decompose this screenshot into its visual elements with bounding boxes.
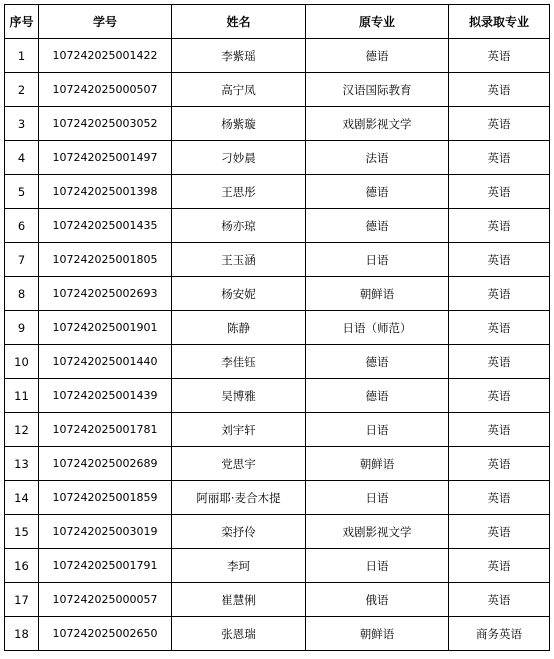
cell-student-id: 107242025001859 xyxy=(39,481,172,515)
cell-student-id: 107242025001439 xyxy=(39,379,172,413)
cell-admitted-major: 英语 xyxy=(449,243,550,277)
cell-name: 王思彤 xyxy=(172,175,306,209)
cell-student-id: 107242025002650 xyxy=(39,617,172,651)
cell-index: 1 xyxy=(5,39,39,73)
cell-admitted-major: 英语 xyxy=(449,549,550,583)
header-index: 序号 xyxy=(5,5,39,39)
cell-admitted-major: 英语 xyxy=(449,311,550,345)
cell-name: 吴博雅 xyxy=(172,379,306,413)
cell-student-id: 107242025001791 xyxy=(39,549,172,583)
cell-original-major: 德语 xyxy=(306,175,449,209)
table-row xyxy=(5,345,550,379)
cell-index: 7 xyxy=(5,243,39,277)
table-row xyxy=(5,311,550,345)
cell-original-major: 戏剧影视文学 xyxy=(306,515,449,549)
table-header-row xyxy=(5,5,550,39)
table-row xyxy=(5,481,550,515)
cell-admitted-major: 英语 xyxy=(449,209,550,243)
cell-admitted-major: 英语 xyxy=(449,413,550,447)
cell-original-major: 汉语国际教育 xyxy=(306,73,449,107)
table-row xyxy=(5,583,550,617)
table-row xyxy=(5,515,550,549)
header-admitted-major: 拟录取专业 xyxy=(449,5,550,39)
cell-student-id: 107242025000057 xyxy=(39,583,172,617)
cell-name: 杨紫璇 xyxy=(172,107,306,141)
cell-admitted-major: 英语 xyxy=(449,481,550,515)
cell-student-id: 107242025001781 xyxy=(39,413,172,447)
cell-admitted-major: 英语 xyxy=(449,379,550,413)
cell-index: 4 xyxy=(5,141,39,175)
table-row xyxy=(5,39,550,73)
cell-name: 李紫瑶 xyxy=(172,39,306,73)
cell-admitted-major: 英语 xyxy=(449,107,550,141)
cell-student-id: 107242025001805 xyxy=(39,243,172,277)
cell-index: 14 xyxy=(5,481,39,515)
cell-original-major: 德语 xyxy=(306,379,449,413)
cell-index: 15 xyxy=(5,515,39,549)
cell-original-major: 日语 xyxy=(306,243,449,277)
cell-name: 刘宇轩 xyxy=(172,413,306,447)
table-row xyxy=(5,209,550,243)
cell-student-id: 107242025001440 xyxy=(39,345,172,379)
table-row xyxy=(5,379,550,413)
cell-original-major: 俄语 xyxy=(306,583,449,617)
cell-admitted-major: 英语 xyxy=(449,583,550,617)
cell-name: 张恩瑞 xyxy=(172,617,306,651)
table-row xyxy=(5,107,550,141)
cell-name: 王玉涵 xyxy=(172,243,306,277)
cell-name: 刁妙晨 xyxy=(172,141,306,175)
header-original-major: 原专业 xyxy=(306,5,449,39)
cell-original-major: 日语 xyxy=(306,481,449,515)
cell-student-id: 107242025001901 xyxy=(39,311,172,345)
cell-admitted-major: 商务英语 xyxy=(449,617,550,651)
cell-original-major: 日语 xyxy=(306,413,449,447)
cell-index: 2 xyxy=(5,73,39,107)
table-row xyxy=(5,73,550,107)
cell-admitted-major: 英语 xyxy=(449,141,550,175)
cell-name: 崔慧俐 xyxy=(172,583,306,617)
table-row xyxy=(5,447,550,481)
cell-name: 阿丽耶·麦合木提 xyxy=(172,481,306,515)
header-student-id: 学号 xyxy=(39,5,172,39)
table-row xyxy=(5,277,550,311)
table-row xyxy=(5,175,550,209)
cell-admitted-major: 英语 xyxy=(449,39,550,73)
cell-student-id: 107242025000507 xyxy=(39,73,172,107)
cell-index: 11 xyxy=(5,379,39,413)
cell-index: 12 xyxy=(5,413,39,447)
cell-index: 18 xyxy=(5,617,39,651)
header-name: 姓名 xyxy=(172,5,306,39)
table-row xyxy=(5,243,550,277)
cell-student-id: 107242025001422 xyxy=(39,39,172,73)
cell-name: 李珂 xyxy=(172,549,306,583)
cell-name: 高宁凤 xyxy=(172,73,306,107)
cell-student-id: 107242025001435 xyxy=(39,209,172,243)
cell-student-id: 107242025003052 xyxy=(39,107,172,141)
cell-name: 李佳钰 xyxy=(172,345,306,379)
table-row xyxy=(5,617,550,651)
admission-table xyxy=(4,4,550,651)
cell-original-major: 朝鲜语 xyxy=(306,277,449,311)
cell-original-major: 德语 xyxy=(306,39,449,73)
cell-admitted-major: 英语 xyxy=(449,73,550,107)
cell-index: 6 xyxy=(5,209,39,243)
cell-index: 16 xyxy=(5,549,39,583)
table-row xyxy=(5,413,550,447)
cell-student-id: 107242025001398 xyxy=(39,175,172,209)
cell-name: 陈静 xyxy=(172,311,306,345)
cell-admitted-major: 英语 xyxy=(449,277,550,311)
table-row xyxy=(5,549,550,583)
cell-name: 栾抒伶 xyxy=(172,515,306,549)
cell-original-major: 朝鲜语 xyxy=(306,617,449,651)
cell-original-major: 日语 xyxy=(306,549,449,583)
cell-student-id: 107242025001497 xyxy=(39,141,172,175)
cell-index: 9 xyxy=(5,311,39,345)
cell-original-major: 戏剧影视文学 xyxy=(306,107,449,141)
table-row xyxy=(5,141,550,175)
cell-index: 13 xyxy=(5,447,39,481)
cell-original-major: 日语（师范） xyxy=(306,311,449,345)
cell-name: 杨安妮 xyxy=(172,277,306,311)
cell-name: 杨亦琼 xyxy=(172,209,306,243)
cell-original-major: 德语 xyxy=(306,345,449,379)
cell-original-major: 朝鲜语 xyxy=(306,447,449,481)
cell-admitted-major: 英语 xyxy=(449,345,550,379)
cell-student-id: 107242025002689 xyxy=(39,447,172,481)
cell-admitted-major: 英语 xyxy=(449,175,550,209)
cell-index: 17 xyxy=(5,583,39,617)
cell-admitted-major: 英语 xyxy=(449,447,550,481)
admission-table-container xyxy=(4,4,550,651)
cell-original-major: 德语 xyxy=(306,209,449,243)
cell-index: 8 xyxy=(5,277,39,311)
cell-student-id: 107242025003019 xyxy=(39,515,172,549)
cell-name: 党思宇 xyxy=(172,447,306,481)
cell-student-id: 107242025002693 xyxy=(39,277,172,311)
cell-index: 10 xyxy=(5,345,39,379)
cell-admitted-major: 英语 xyxy=(449,515,550,549)
cell-index: 5 xyxy=(5,175,39,209)
cell-index: 3 xyxy=(5,107,39,141)
cell-original-major: 法语 xyxy=(306,141,449,175)
